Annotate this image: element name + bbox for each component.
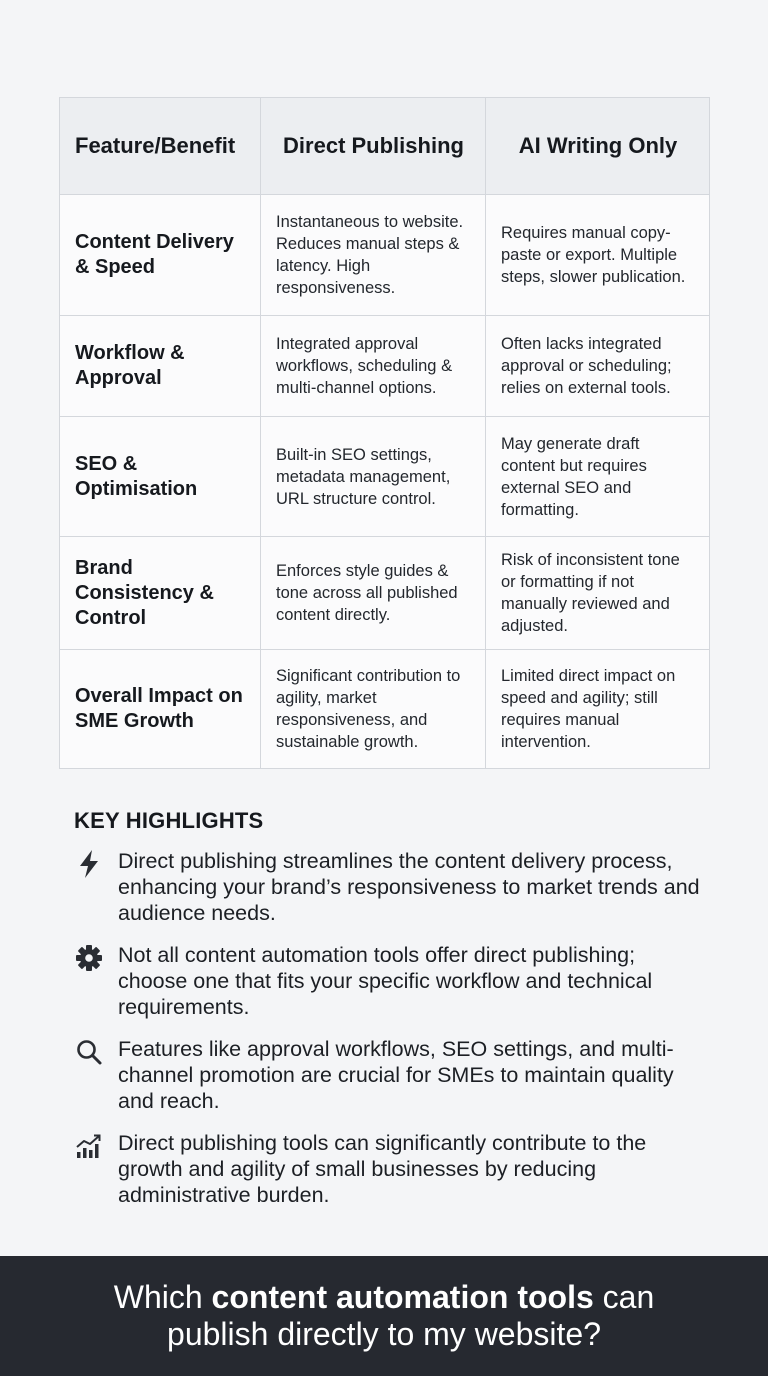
question-banner (0, 1256, 768, 1376)
question-text (84, 1279, 684, 1353)
table-row (60, 417, 710, 537)
table-header-row (60, 98, 710, 195)
column-header-feature: Feature/Benefit (60, 98, 261, 195)
table-row (60, 537, 710, 650)
row-feature: SEO & Optimisation (60, 417, 261, 537)
row-direct-cell: Integrated approval workflows, scheduling & multi-channel options. (261, 316, 486, 417)
row-feature: Workflow & Approval (60, 316, 261, 417)
highlight-item (74, 1130, 704, 1208)
highlight-item (74, 848, 704, 926)
row-direct-cell: Built-in SEO settings, metadata management, URL structure control. (261, 417, 486, 537)
row-feature: Overall Impact on SME Growth (60, 650, 261, 769)
key-highlights-title: KEY HIGHLIGHTS (74, 808, 264, 833)
row-direct-cell: Instantaneous to website. Reduces manual steps & latency. High responsiveness. (261, 195, 486, 316)
gear-icon (74, 943, 104, 973)
question-prefix: Which (113, 1279, 212, 1315)
row-ai-only-cell: Requires manual copy-paste or export. Multiple steps, slower publication. (486, 195, 710, 316)
highlight-text: Features like approval workflows, SEO settings, and multi-channel promotion are crucial for SMEs to maintain quality and reach. (118, 1037, 674, 1113)
table-row (60, 650, 710, 769)
row-ai-only-cell: Often lacks integrated approval or scheduling; relies on external tools. (486, 316, 710, 417)
comparison-table-container (59, 97, 709, 769)
highlight-text: Direct publishing streamlines the content delivery process, enhancing your brand’s responsiveness to market trends and audience needs. (118, 849, 700, 925)
row-direct-cell: Significant contribution to agility, market responsiveness, and sustainable growth. (261, 650, 486, 769)
row-ai-only-cell: May generate draft content but requires external SEO and formatting. (486, 417, 710, 537)
row-feature: Content Delivery & Speed (60, 195, 261, 316)
column-header-ai-writing-only: AI Writing Only (486, 98, 710, 195)
question-bold: content automation tools (211, 1279, 594, 1315)
key-highlights-section (74, 808, 704, 1224)
search-icon (74, 1037, 104, 1067)
column-header-direct-publishing: Direct Publishing (261, 98, 486, 195)
lightning-icon (74, 849, 104, 879)
table-row (60, 195, 710, 316)
row-feature: Brand Consistency & Control (60, 537, 261, 650)
highlight-item (74, 942, 704, 1020)
row-ai-only-cell: Risk of inconsistent tone or formatting if not manually reviewed and adjusted. (486, 537, 710, 650)
row-ai-only-cell: Limited direct impact on speed and agility; still requires manual intervention. (486, 650, 710, 769)
highlight-text: Not all content automation tools offer direct publishing; choose one that fits your specific workflow and technical requirements. (118, 943, 653, 1019)
table-row (60, 316, 710, 417)
question-suffix: can publish directly to my website? (167, 1279, 655, 1352)
comparison-table (59, 97, 710, 769)
growth-chart-icon (74, 1131, 104, 1161)
highlight-item (74, 1036, 704, 1114)
highlight-text: Direct publishing tools can significantly contribute to the growth and agility of small businesses by reducing administrative burden. (118, 1131, 647, 1207)
row-direct-cell: Enforces style guides & tone across all published content directly. (261, 537, 486, 650)
